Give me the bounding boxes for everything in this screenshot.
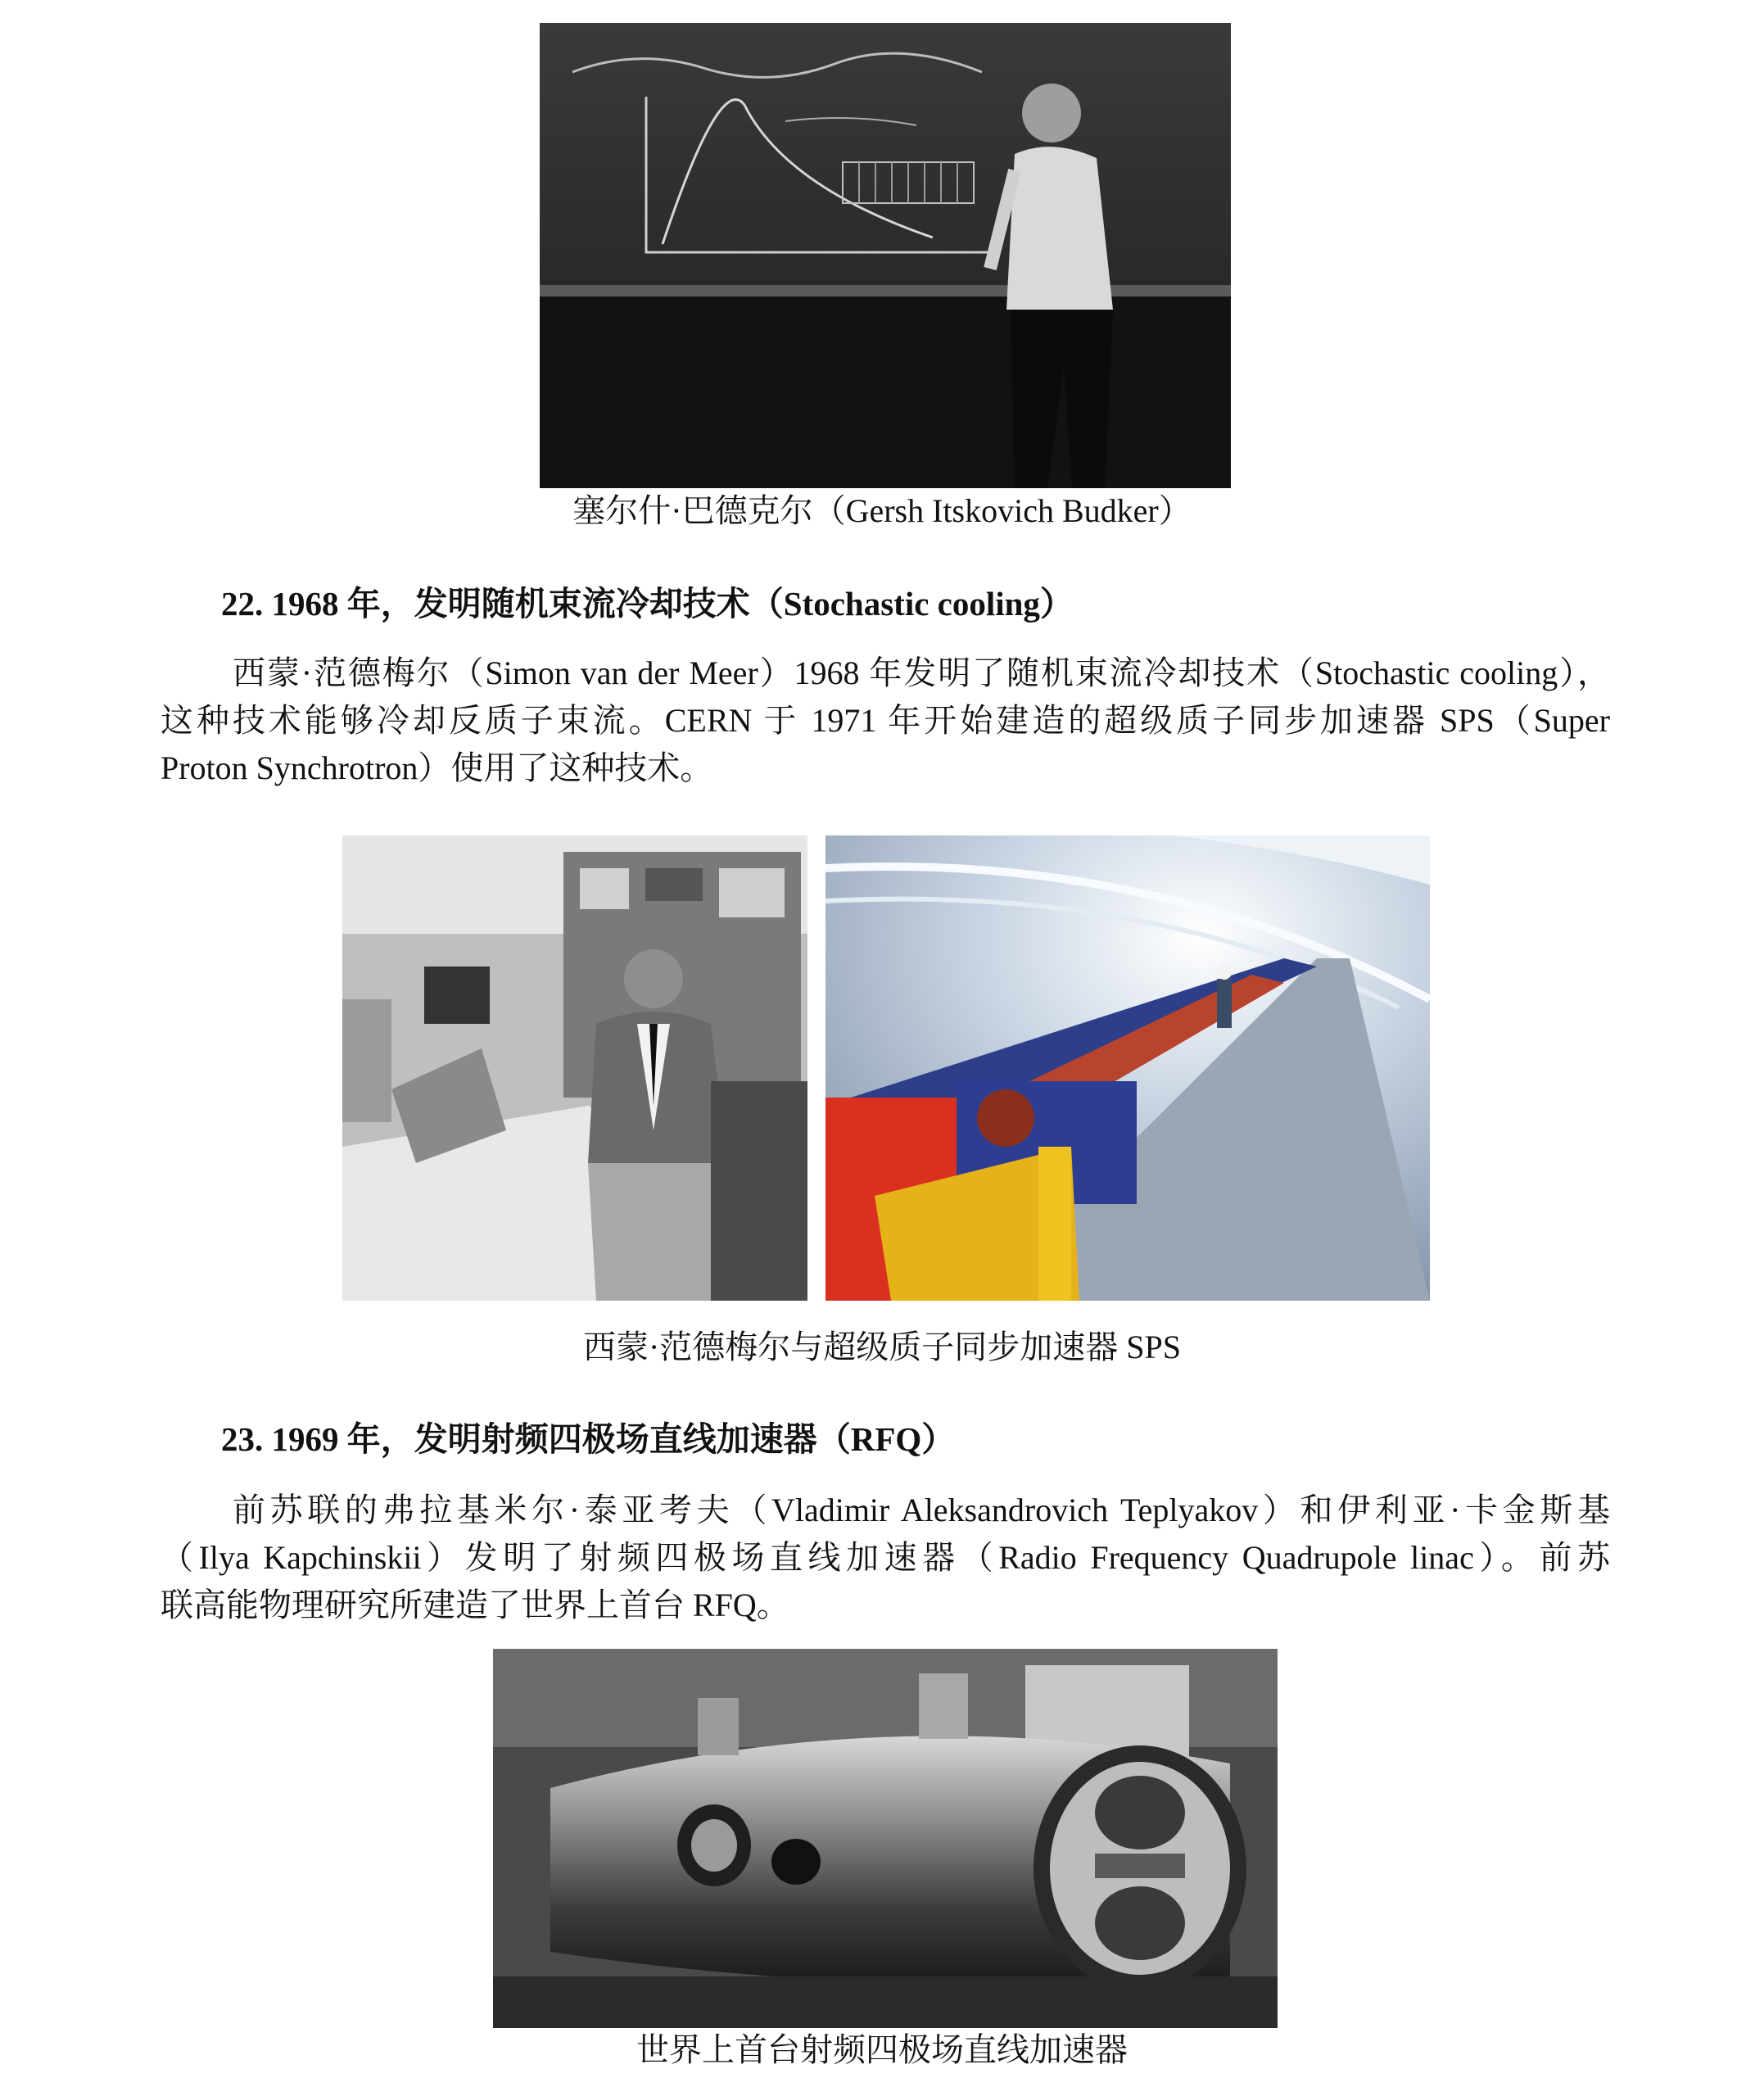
section-paragraph-rfq [161,1487,1610,1629]
rfq-caption: 世界上首台射频四极场直线加速器 [636,2031,1128,2068]
budker-caption: 塞尔什·巴德克尔（Gersh Itskovich Budker） [572,492,1192,529]
sps-tunnel-photo [825,835,1430,1301]
section-heading-rfq: 23. 1969 年，发明射频四极场直线加速器（RFQ） [221,1420,956,1458]
paragraph-line: （Ilya Kapchinskii）发明了射频四极场直线加速器（Radio Frequency Quadrupole linac）。前苏 [161,1539,1610,1576]
paragraph-line: Proton Synchrotron）使用了这种技术。 [161,749,713,786]
section-heading-stochastic-cooling: 22. 1968 年，发明随机束流冷却技术（Stochastic cooling） [221,585,1074,622]
paragraph-line: 前苏联的弗拉基米尔·泰亚考夫（Vladimir Aleksandrovich Teplyakov）和伊利亚·卡金斯基 [233,1492,1610,1528]
paragraph-line: 联高能物理研究所建造了世界上首台 RFQ。 [161,1587,789,1623]
section-paragraph-stochastic-cooling [161,650,1610,792]
paragraph-line: 这种技术能够冷却反质子束流。CERN 于 1971 年开始建造的超级质子同步加速器 SPS（Super [161,702,1610,739]
paragraph-line: 西蒙·范德梅尔（Simon van der Meer）1968 年发明了随机束流冷却技术（Stochastic cooling）， [233,654,1610,691]
rfq-photo [493,1649,1278,2028]
budker-photo [540,23,1231,488]
sps-caption: 西蒙·范德梅尔与超级质子同步加速器 SPS [582,1329,1182,1365]
van-der-meer-photo [342,835,807,1301]
